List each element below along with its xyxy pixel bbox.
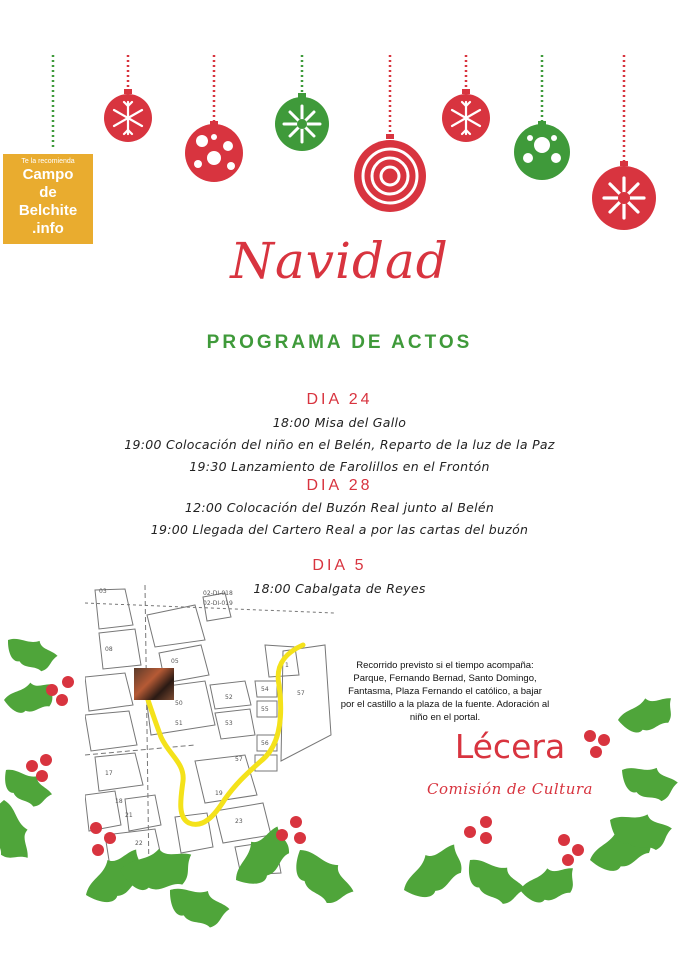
svg-text:03: 03 <box>99 588 107 595</box>
badge-line: .info <box>32 220 64 237</box>
svg-text:55: 55 <box>261 706 269 713</box>
poster-title: Navidad <box>230 232 449 290</box>
svg-text:51: 51 <box>175 720 183 727</box>
svg-text:08: 08 <box>105 646 113 653</box>
route-description: Recorrido previsto si el tiempo acompaña: Parque, Fernando Bernad, Santo Domingo, Fantasma, Plaza Fernando el católico, a bajar por el castillo a la plaza de la fuente. Adoración al niño en el portal. <box>340 660 550 723</box>
svg-text:54: 54 <box>261 686 269 693</box>
svg-text:18: 18 <box>115 798 123 805</box>
svg-text:02-DI-018: 02-DI-018 <box>203 590 233 597</box>
svg-text:22: 22 <box>135 840 143 847</box>
svg-text:57: 57 <box>297 690 305 697</box>
poster-subtitle: PROGRAMA DE ACTOS <box>206 332 473 353</box>
event-item: 19:30 Lanzamiento de Farolillos en el Frontón <box>189 459 490 474</box>
svg-text:19: 19 <box>215 790 223 797</box>
svg-text:53: 53 <box>225 720 233 727</box>
svg-text:02-DI-019: 02-DI-019 <box>203 600 233 607</box>
event-item: 18:00 Cabalgata de Reyes <box>253 581 426 596</box>
svg-text:56: 56 <box>261 740 269 747</box>
svg-text:1: 1 <box>285 662 289 669</box>
event-item: 12:00 Colocación del Buzón Real junto al Belén <box>184 500 495 515</box>
event-item: 19:00 Llegada del Cartero Real a por las cartas del buzón <box>150 522 529 537</box>
town-name: Lécera <box>454 727 566 766</box>
badge-line: de <box>39 184 57 201</box>
badge-line: Campo <box>22 166 74 183</box>
svg-text:57: 57 <box>235 756 243 763</box>
event-item: 19:00 Colocación del niño en el Belén, Reparto de la luz de la Paz <box>124 437 555 452</box>
organizer-name: Comisión de Cultura <box>427 780 593 798</box>
svg-text:17: 17 <box>105 770 113 777</box>
event-item: 18:00 Misa del Gallo <box>272 415 407 430</box>
svg-text:50: 50 <box>175 700 183 707</box>
day-heading: DIA 5 <box>312 557 367 574</box>
svg-text:23: 23 <box>235 818 243 825</box>
svg-text:21: 21 <box>125 812 133 819</box>
day-heading: DIA 24 <box>306 391 373 408</box>
badge-line: Belchite <box>18 202 78 219</box>
badge-caption: Te la recomienda <box>21 158 75 165</box>
svg-text:05: 05 <box>171 658 179 665</box>
svg-text:52: 52 <box>225 694 233 701</box>
day-heading: DIA 28 <box>306 477 373 494</box>
